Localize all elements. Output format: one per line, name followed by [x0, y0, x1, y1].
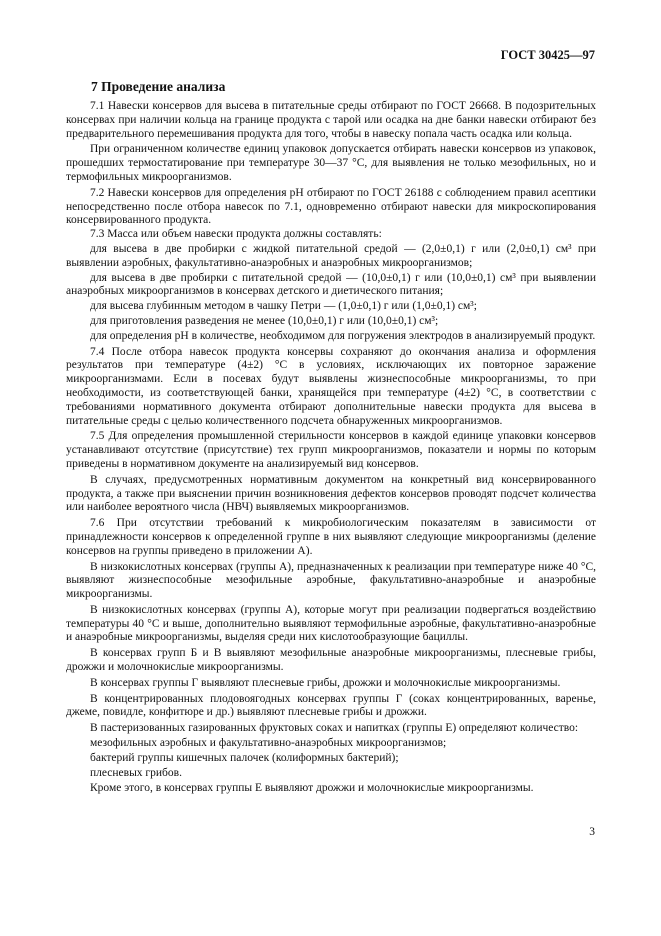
paragraph-7-2: 7.2 Навески консервов для определения рН отбирают по ГОСТ 26188 с соблюдением правил асептики непосредственно после отбора навесок по 7.1, одновременно отбирают навески для микроскопирования консервированного продукта. [66, 186, 596, 227]
list-item-mesophilic: мезофильных аэробных и факультативно-анаэробных микроорганизмов; [90, 737, 447, 750]
paragraph-limited-units: При ограниченном количестве единиц упаковок допускается отбирать навески консервов из упаковок, прошедших термостатирование при температуре 30—37 °С, для выявления не только мезофильных, но и термофильных микроорганизмов. [66, 143, 596, 183]
list-item-mold: плесневых грибов. [90, 766, 182, 779]
paragraph-two-tubes-liquid: для высева в две пробирки с жидкой питательной средой — (2,0±0,1) г или (2,0±0,1) см³ при выявлении аэробных, факультативно-анаэробных и анаэробных микроорганизмов; [66, 242, 596, 269]
paragraph-group-a-below-40: В низкокислотных консервах (группы А), предназначенных к реализации при температуре ниже 40 °С, выявляют жизнеспособные мезофильные аэробные, факультативно-анаэробные и анаэробные микроорганизмы. [66, 560, 596, 601]
body-text [66, 100, 596, 796]
paragraph-petri-dish: для высева глубинным методом в чашку Петри — (1,0±0,1) г или (1,0±0,1) см³; [90, 300, 477, 313]
section-title: 7 Проведение анализа [91, 79, 226, 94]
standard-header: ГОСТ 30425—97 [500, 48, 595, 62]
list-item-coliform: бактерий группы кишечных палочек (колиформных бактерий); [90, 751, 399, 764]
paragraph-ph: для определения рН в количестве, необходимом для погружения электродов в анализируемый продукт. [90, 329, 596, 342]
paragraph-group-g: В консервах группы Г выявляют плесневые грибы, дрожжи и молочнокислые микроорганизмы. [90, 676, 561, 689]
paragraph-group-a-above-40: В низкокислотных консервах (группы А), которые могут при реализации подвергаться воздействию температуры 40 °С и выше, дополнительно выявляют термофильные аэробные, факультативно-анаэробные и анаэробные микроорганизмы, выделяя среди них кислотообразующие бациллы. [66, 603, 596, 644]
paragraph-7-6: 7.6 При отсутствии требований к микробиологическим показателям в зависимости от принадлежности консервов к определенной группе в них выявляют следующие микроорганизмы (деление консервов на группы приведено в приложении А). [66, 517, 596, 557]
paragraph-7-3: 7.3 Масса или объем навески продукта должны составлять: [90, 228, 382, 241]
paragraph-7-1: 7.1 Навески консервов для высева в питательные среды отбирают по ГОСТ 26668. В подозрительных консервах при наличии кольца на границе продукта с тарой или осадка на дне банки навески отбирают без предварительного перемешивания продукта для того, чтобы в навеску попала часть осадка или кольца. [66, 100, 596, 140]
paragraph-dilution: для приготовления разведения не менее (10,0±0,1) г или (10,0±0,1) см³; [90, 314, 439, 327]
paragraph-special-cases: В случаях, предусмотренных нормативным документом на конкретный вид консервированного продукта, а также при выяснении причин возникновения дефектов консервов проводят подсчет количества или наиболее вероятного числа (НВЧ) выявляемых микроорганизмов. [66, 473, 596, 514]
paragraph-group-e-quantity: В пастеризованных газированных фруктовых соках и напитках (группы Е) определяют количество: [90, 722, 579, 735]
page-number: 3 [589, 826, 595, 838]
paragraph-7-5: 7.5 Для определения промышленной стерильности консервов в каждой единице упаковки консервов устанавливают отсутствие (присутствие) тех групп микроорганизмов, показатели и нормы по которым приведены в нормативном документе на анализируемый вид консервов. [66, 430, 596, 470]
paragraph-concentrated-group-g: В концентрированных плодовоягодных консервах группы Г (соках концентрированных, варенье, джеме, повидле, конфитюре и др.) выявляют плесневые грибы и дрожжи. [66, 692, 596, 719]
paragraph-two-tubes-medium: для высева в две пробирки с питательной средой — (10,0±0,1) г или (10,0±0,1) см³ при выявлении анаэробных микроорганизмов в консервах детского и диетического питания; [66, 271, 596, 298]
paragraph-7-4: 7.4 После отбора навесок продукта консервы сохраняют до окончания анализа и оформления результатов при температуре (4±2) °С в условиях, исключающих их повторное заражение микроорганизмами. Если в посевах будут выявлены жизнеспособные микроорганизмы, то при необходимости, из соответствующей банки, хранящейся при температуре (4±2) °С, в соответствии с требованиями нормативного документа отбирают дополнительные навески продукта для высева в питательные среды с целью количественного подсчета обнаруженных микроорганизмов. [66, 345, 596, 427]
paragraph-groups-b-v: В консервах групп Б и В выявляют мезофильные анаэробные микроорганизмы, плесневые грибы, дрожжи и молочнокислые микроорганизмы. [66, 647, 596, 674]
paragraph-group-e-additional: Кроме этого, в консервах группы Е выявляют дрожжи и молочнокислые микроорганизмы. [90, 782, 534, 795]
